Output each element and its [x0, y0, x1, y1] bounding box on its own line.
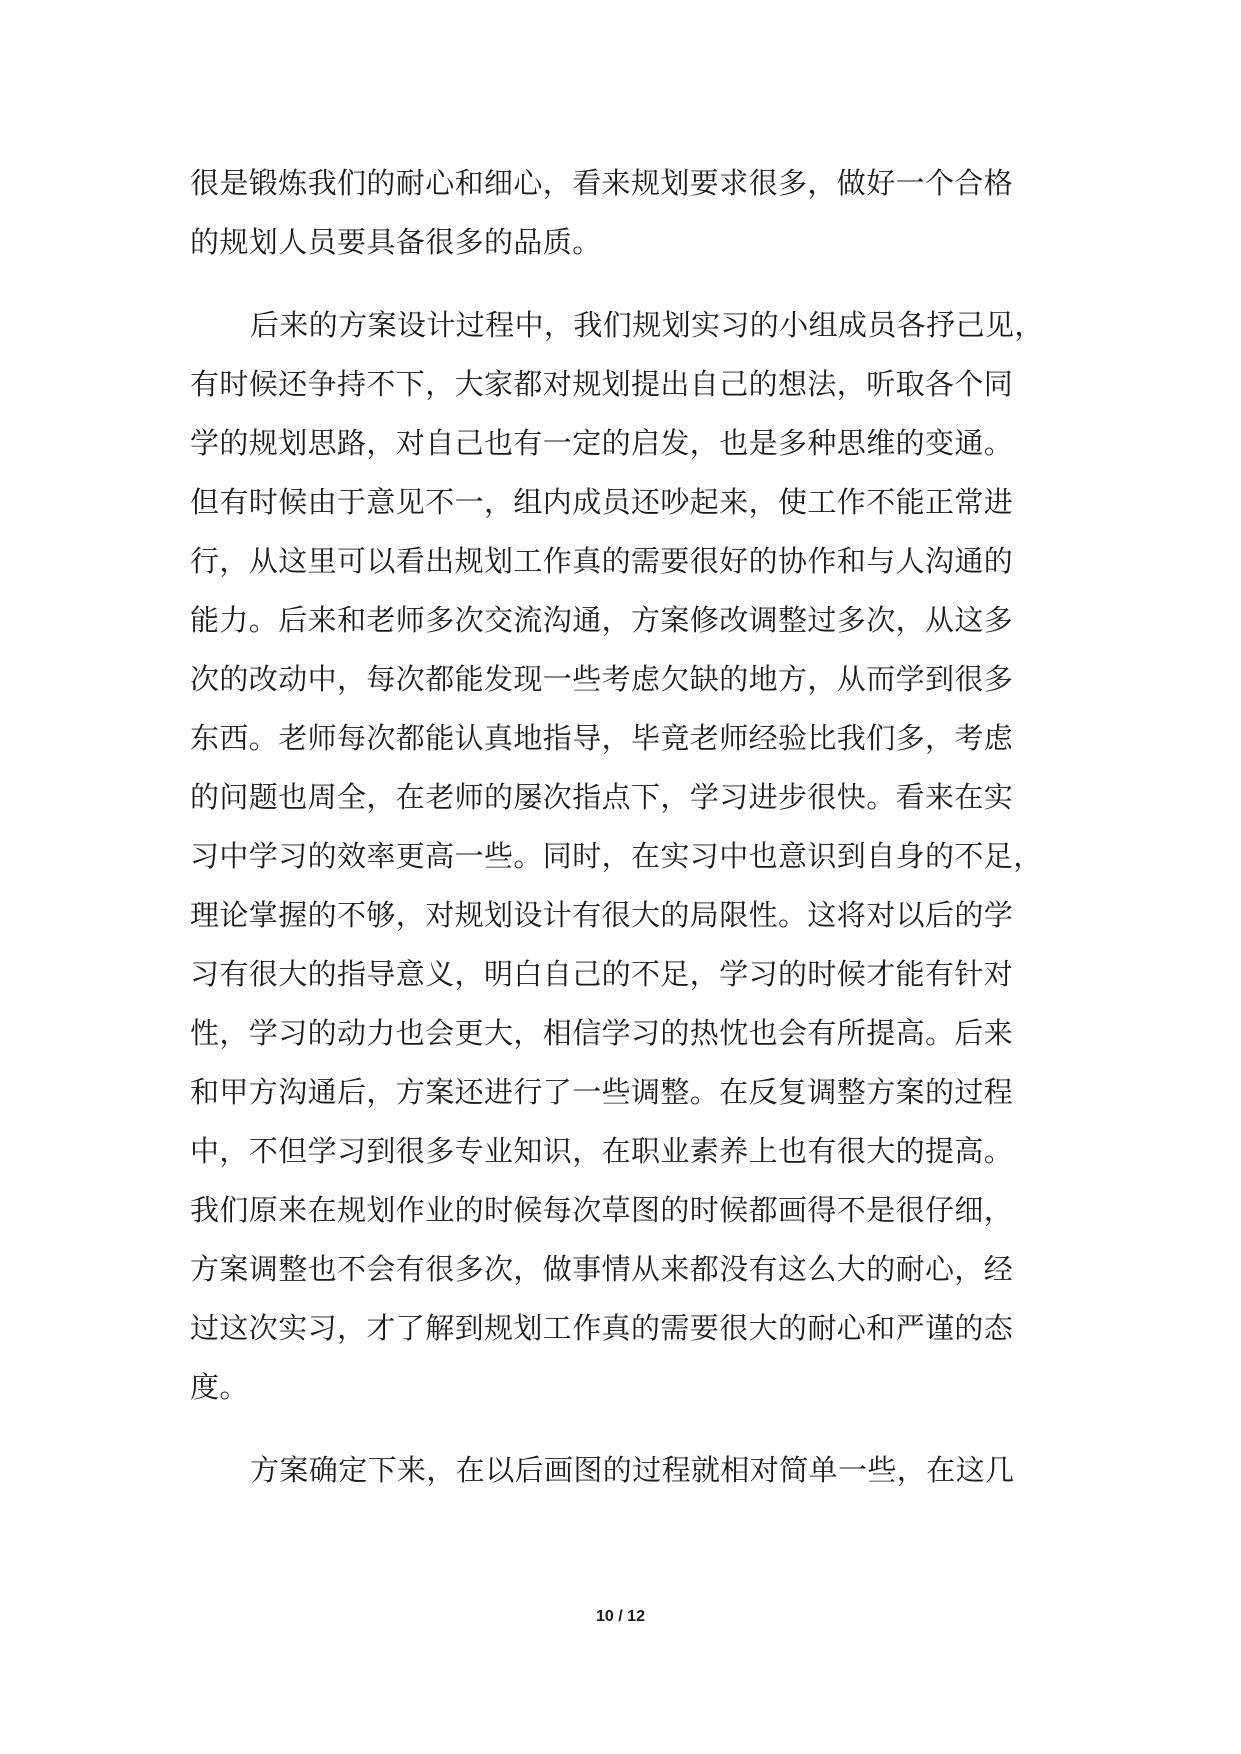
text-line: 的规划人员要具备很多的品质。 [190, 225, 602, 259]
text-line: 的问题也周全，在老师的屡次指点下，学习进步很快。看来在实 [190, 780, 1014, 814]
paragraph [190, 1441, 1090, 1500]
text-line: 习有很大的指导意义，明白自己的不足，学习的时候才能有针对 [190, 957, 1014, 991]
text-line: 我们原来在规划作业的时候每次草图的时候都画得不是很仔细， [190, 1193, 1014, 1227]
text-line: 性，学习的动力也会更大，相信学习的热忱也会有所提高。后来 [190, 1016, 1014, 1050]
text-line: 很是锻炼我们的耐心和细心，看来规划要求很多，做好一个合格 [190, 166, 1014, 200]
page-number: 10 / 12 [596, 1608, 645, 1625]
paragraph [190, 296, 1090, 1417]
text-line: 行，从这里可以看出规划工作真的需要很好的协作和与人沟通的 [190, 544, 1014, 578]
text-line: 中，不但学习到很多专业知识，在职业素养上也有很大的提高。 [190, 1134, 1014, 1168]
text-line: 次的改动中，每次都能发现一些考虑欠缺的地方，从而学到很多 [190, 662, 1014, 696]
text-line: 但有时候由于意见不一，组内成员还吵起来，使工作不能正常进 [190, 485, 1014, 519]
text-line: 方案调整也不会有很多次，做事情从来都没有这么大的耐心，经 [190, 1252, 1014, 1286]
text-line: 理论掌握的不够，对规划设计有很大的局限性。这将对以后的学 [190, 898, 1014, 932]
body-text [190, 154, 1090, 1500]
text-line: 东西。老师每次都能认真地指导，毕竟老师经验比我们多，考虑 [190, 721, 1014, 755]
paragraph-gap [190, 1417, 1090, 1441]
text-line: 能力。后来和老师多次交流沟通，方案修改调整过多次，从这多 [190, 603, 1014, 637]
text-line: 后来的方案设计过程中，我们规划实习的小组成员各抒己见， [250, 308, 1044, 342]
paragraph-gap [190, 272, 1090, 296]
text-line: 过这次实习，才了解到规划工作真的需要很大的耐心和严谨的态 [190, 1311, 1014, 1345]
paragraph [190, 154, 1090, 272]
text-line: 习中学习的效率更高一些。同时，在实习中也意识到自身的不足， [190, 839, 1043, 873]
text-line: 有时候还争持不下，大家都对规划提出自己的想法，听取各个同 [190, 367, 1014, 401]
text-line: 度。 [190, 1370, 249, 1404]
text-line: 学的规划思路，对自己也有一定的启发，也是多种思维的变通。 [190, 426, 1014, 460]
text-line: 和甲方沟通后，方案还进行了一些调整。在反复调整方案的过程 [190, 1075, 1014, 1109]
text-line: 方案确定下来，在以后画图的过程就相对简单一些，在这几 [250, 1453, 1015, 1487]
